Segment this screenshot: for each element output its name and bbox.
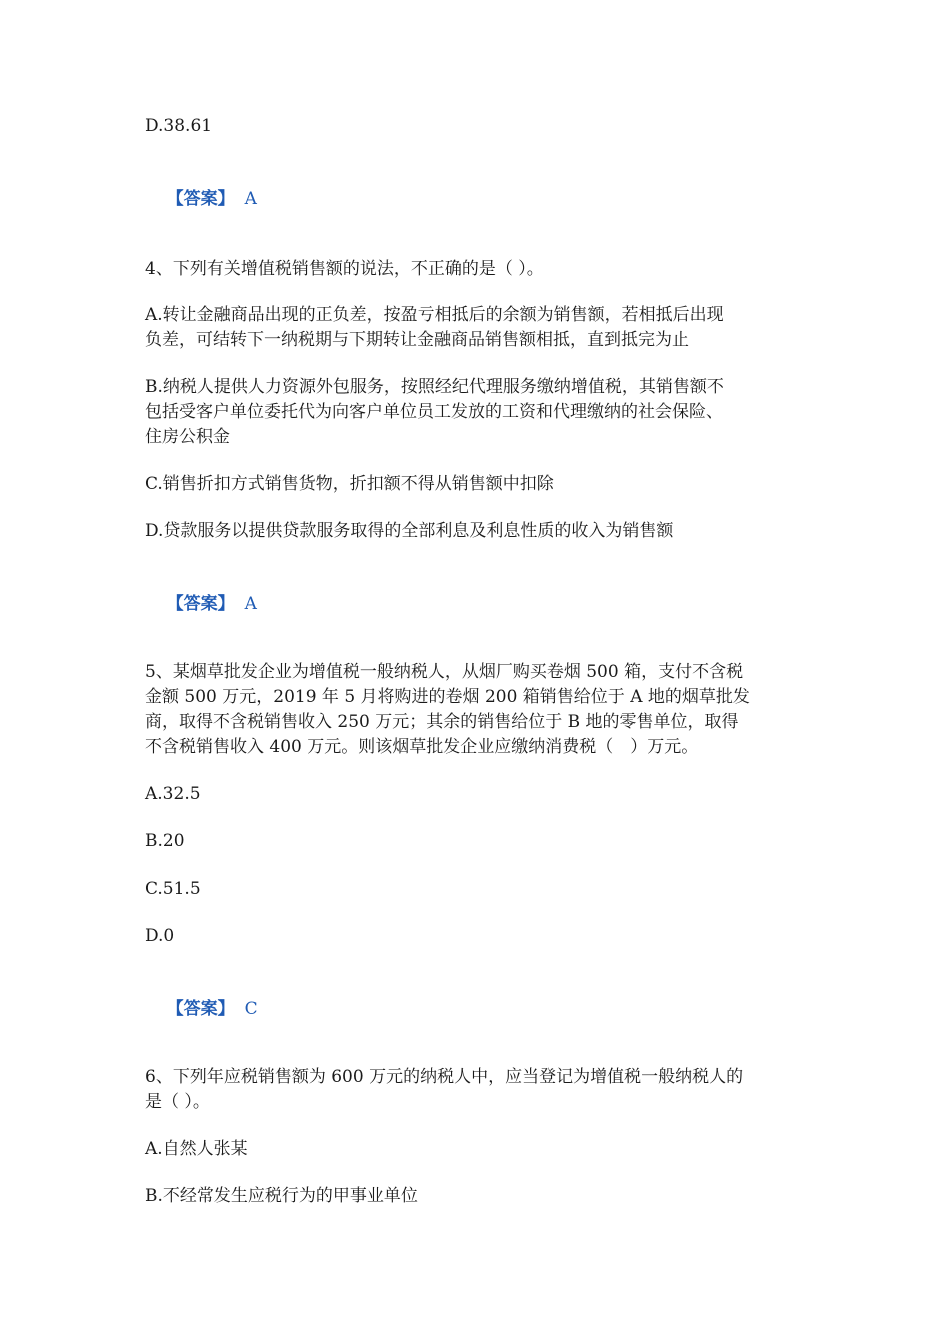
q4-option-a-line1: A.转让金融商品出现的正负差，按盈亏相抵后的余额为销售额，若相抵后出现 — [145, 305, 724, 325]
q5-answer — [145, 970, 825, 1048]
q6-option-a: A.自然人张某 — [145, 1139, 248, 1159]
q5-option-c: C.51.5 — [145, 879, 201, 899]
q3-answer-value: A — [244, 189, 257, 209]
q5-stem-line1: 5、某烟草批发企业为增值税一般纳税人，从烟厂购买卷烟 500 箱，支付不含税 — [145, 662, 744, 682]
q5-stem-line2: 金额 500 万元，2019 年 5 月将购进的卷烟 200 箱销售给位于 A 地的烟草批发 — [145, 687, 750, 707]
q5-answer-value: C — [244, 999, 258, 1019]
q4-option-b-line2: 包括受客户单位委托代为向客户单位员工发放的工资和代理缴纳的社会保险、 — [145, 402, 723, 422]
q5-stem-line4: 不含税销售收入 400 万元。则该烟草批发企业应缴纳消费税（ ）万元。 — [145, 737, 699, 757]
q5-stem-line3: 商，取得不含税销售收入 250 万元；其余的销售给位于 B 地的零售单位，取得 — [145, 712, 739, 732]
q3-answer-label: 【答案】 — [166, 189, 235, 209]
q4-option-d: D.贷款服务以提供贷款服务取得的全部利息及利息性质的收入为销售额 — [145, 521, 674, 541]
q4-option-c: C.销售折扣方式销售货物，折扣额不得从销售额中扣除 — [145, 474, 554, 494]
q6-stem-line2: 是（ ）。 — [145, 1092, 210, 1112]
q4-answer — [145, 565, 825, 643]
q4-stem: 4、下列有关增值税销售额的说法，不正确的是（ ）。 — [145, 259, 544, 279]
q3-answer — [145, 160, 825, 238]
q4-answer-value: A — [244, 594, 257, 614]
q4-answer-label: 【答案】 — [166, 594, 235, 614]
q4-option-a-line2: 负差，可结转下一纳税期与下期转让金融商品销售额相抵，直到抵完为止 — [145, 330, 689, 350]
q6-option-b: B.不经常发生应税行为的甲事业单位 — [145, 1186, 418, 1206]
q5-answer-label: 【答案】 — [166, 999, 235, 1019]
q4-option-b-line3: 住房公积金 — [145, 427, 230, 447]
q5-option-a: A.32.5 — [145, 784, 201, 804]
q6-stem-line1: 6、下列年应税销售额为 600 万元的纳税人中，应当登记为增值税一般纳税人的 — [145, 1067, 744, 1087]
q5-option-b: B.20 — [145, 831, 185, 851]
q3-option-d: D.38.61 — [145, 116, 213, 136]
q5-option-d: D.0 — [145, 926, 175, 946]
q4-option-b-line1: B.纳税人提供人力资源外包服务，按照经纪代理服务缴纳增值税，其销售额不 — [145, 377, 724, 397]
